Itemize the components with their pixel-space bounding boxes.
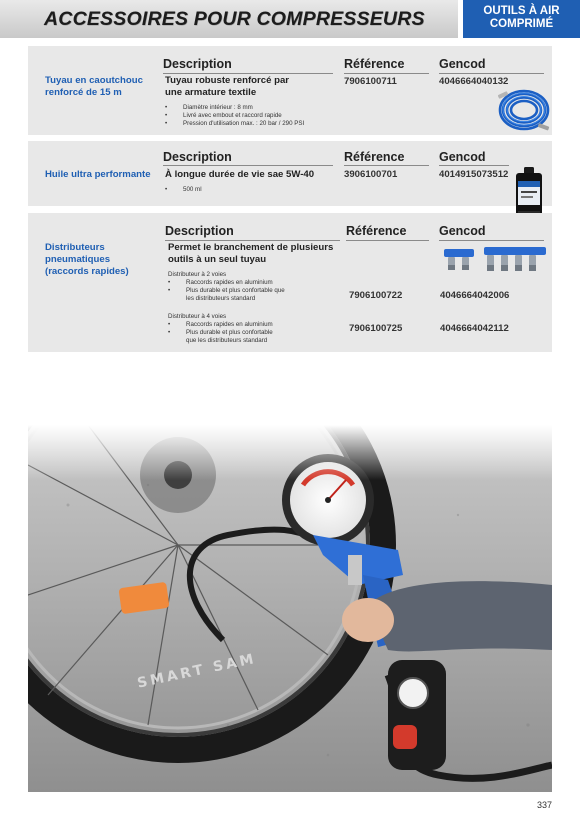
- variant-title: Distributeur à 2 voies: [168, 271, 227, 278]
- col-description: Description: [165, 224, 234, 238]
- header-divider: [344, 165, 429, 166]
- product-description: Tuyau robuste renforcé par une armature textile: [165, 75, 290, 98]
- reference-value: 7906100711: [344, 76, 397, 87]
- product-name: Tuyau en caoutchouc renforcé de 15 m: [45, 75, 143, 98]
- header-divider: [439, 240, 544, 241]
- header-divider: [439, 165, 509, 166]
- reference-value: 3906100701: [344, 169, 398, 180]
- col-reference: Référence: [344, 150, 405, 164]
- product-block-distributors: [28, 213, 552, 352]
- header-divider: [165, 240, 340, 241]
- category-tag-line2: COMPRIMÉ: [489, 18, 554, 30]
- page-number: 337: [536, 800, 552, 810]
- gencod-value: 4046664042006: [440, 290, 510, 301]
- product-description: Permet le branchement de plusieurs outils à un seul tuyau: [168, 242, 334, 265]
- variant-title: Distributeur à 4 voies: [168, 313, 227, 320]
- reference-value: 7906100722: [349, 290, 403, 301]
- spec-item: • Plus durable et plus confortable que les distributeurs standard: [168, 287, 285, 303]
- header-divider: [163, 165, 333, 166]
- spec-list: [165, 104, 304, 128]
- page-title: ACCESSOIRES POUR COMPRESSEURS: [44, 8, 425, 30]
- spec-item: • Diamètre intérieur : 8 mm: [165, 104, 304, 112]
- col-description: Description: [163, 57, 232, 71]
- spec-item: • Raccords rapides en aluminium: [168, 279, 285, 287]
- spec-item: • 500 ml: [165, 186, 202, 194]
- tire-inflation-illustration: [28, 425, 552, 792]
- col-reference: Référence: [346, 224, 407, 238]
- product-name: Distributeurs pneumatiques (raccords rapides): [45, 242, 129, 277]
- reference-value: 7906100725: [349, 323, 403, 334]
- gencod-value: 4046664040132: [439, 76, 509, 87]
- col-gencod: Gencod: [439, 57, 486, 71]
- product-name: Huile ultra performante: [45, 169, 151, 180]
- col-gencod: Gencod: [439, 150, 486, 164]
- category-tag: [463, 0, 580, 38]
- spec-list: [165, 186, 202, 194]
- category-tag-line1: OUTILS À AIR: [483, 5, 560, 17]
- gencod-value: 4046664042112: [440, 323, 509, 334]
- header-divider: [344, 73, 429, 74]
- product-description: À longue durée de vie sae 5W-40: [165, 169, 315, 180]
- col-reference: Référence: [344, 57, 405, 71]
- header-divider: [346, 240, 429, 241]
- spec-item: • Livré avec embout et raccord rapide: [165, 112, 304, 120]
- spec-list: [168, 321, 273, 345]
- spec-list: [168, 279, 285, 303]
- blue-hose-image: [494, 84, 552, 134]
- header-divider: [439, 73, 544, 74]
- header-divider: [163, 73, 333, 74]
- col-description: Description: [163, 150, 232, 164]
- lifestyle-photo: [28, 425, 552, 792]
- air-distributor-image: [440, 243, 550, 279]
- product-block-oil: [28, 141, 552, 206]
- spec-item: • Pression d'utilisation max. : 20 bar / 290 PSI: [165, 120, 304, 128]
- gencod-value: 4014915073512: [439, 169, 509, 180]
- product-block-hose: [28, 46, 552, 135]
- spec-item: • Raccords rapides en aluminium: [168, 321, 273, 329]
- spec-item: • Plus durable et plus confortable que les distributeurs standard: [168, 329, 273, 345]
- col-gencod: Gencod: [439, 224, 486, 238]
